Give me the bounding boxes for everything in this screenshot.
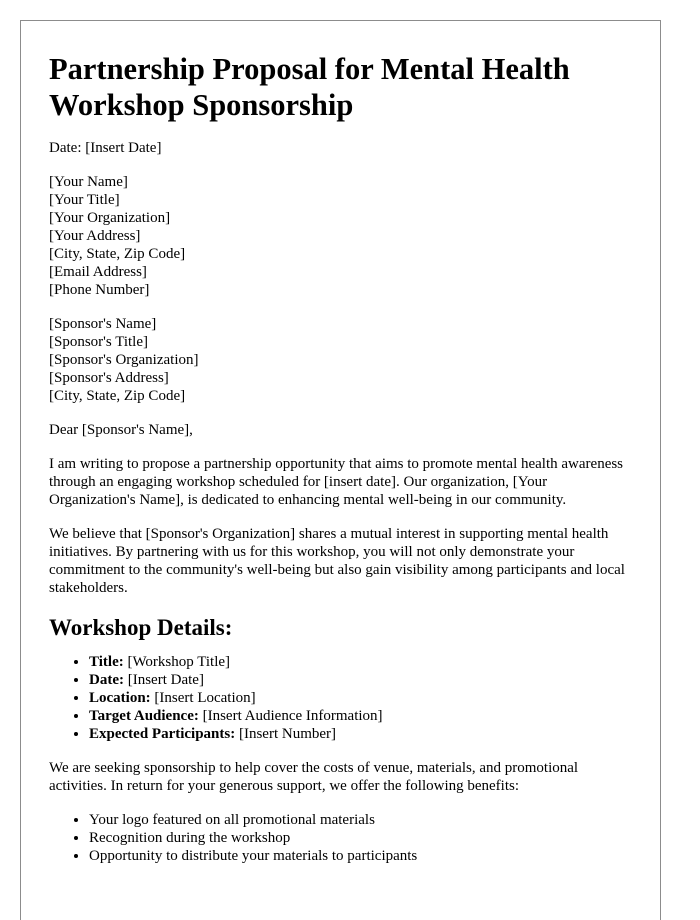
benefit-item: • Your logo featured on all promotional materials [89, 811, 632, 829]
salutation: Dear [Sponsor's Name], [49, 422, 193, 438]
detail-label: Expected Participants: [89, 726, 236, 742]
benefit-item: • Opportunity to distribute your materials to participants [89, 847, 632, 865]
detail-item [89, 707, 632, 725]
recipient-line: [Sponsor's Address] [49, 370, 169, 386]
detail-label: Target Audience: [89, 708, 199, 724]
benefit-item: • Recognition during the workshop [89, 829, 632, 847]
sender-line: [Your Organization] [49, 210, 171, 226]
detail-value: [Workshop Title] [123, 654, 231, 670]
detail-value: [Insert Location] [150, 690, 256, 706]
sender-line: [Email Address] [49, 264, 147, 280]
detail-value: [Insert Date] [123, 672, 204, 688]
recipient-line: [City, State, Zip Code] [49, 388, 186, 404]
workshop-details-heading: Workshop Details: [49, 615, 233, 640]
detail-label: Date: [89, 672, 124, 688]
recipient-line: [Sponsor's Organization] [49, 352, 199, 368]
sender-line: [Your Address] [49, 228, 141, 244]
recipient-address-block [49, 315, 632, 405]
letter-page [20, 20, 661, 920]
interest-paragraph: We believe that [Sponsor's Organization] shares a mutual interest in supporting mental health initiatives. By partnering with us for this workshop, you will not only demonstrate your commitment to the community's well-being but also gain visibility among participants and local stakeholders. [49, 526, 625, 596]
sponsorship-paragraph: We are seeking sponsorship to help cover the costs of venue, materials, and promotional activities. In return for your generous support, we offer the following benefits: [49, 760, 579, 794]
sender-address-block [49, 173, 632, 299]
sender-line: [Phone Number] [49, 282, 150, 298]
intro-paragraph: I am writing to propose a partnership opportunity that aims to promote mental health awareness through an engaging workshop scheduled for [insert date]. Our organization, [Your Organization's Name], is dedicated to enhancing mental well-being in our community. [49, 456, 624, 508]
recipient-line: [Sponsor's Name] [49, 316, 157, 332]
sender-line: [Your Title] [49, 192, 120, 208]
detail-value: [Insert Audience Information] [198, 708, 383, 724]
workshop-details-list [49, 653, 632, 743]
date-line: Date: [Insert Date] [49, 140, 162, 156]
detail-label: Location: [89, 690, 151, 706]
detail-item [89, 671, 632, 689]
detail-label: Title: [89, 654, 124, 670]
page-title: Partnership Proposal for Mental Health Workshop Sponsorship [49, 52, 570, 122]
recipient-line: [Sponsor's Title] [49, 334, 148, 350]
sender-line: [Your Name] [49, 174, 128, 190]
detail-item [89, 653, 632, 671]
benefits-list [49, 811, 632, 865]
sender-line: [City, State, Zip Code] [49, 246, 186, 262]
detail-item [89, 725, 632, 743]
detail-value: [Insert Number] [235, 726, 337, 742]
detail-item [89, 689, 632, 707]
